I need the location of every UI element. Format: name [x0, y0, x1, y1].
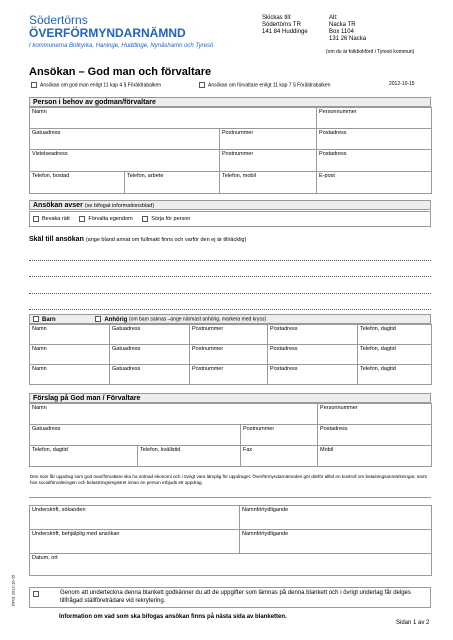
field-relative-name[interactable]: Namn [30, 365, 110, 385]
section-reason-note: (ange bland annat om fullmakt finns och varför den ej är tillräcklig) [85, 237, 247, 243]
proposal-table [29, 403, 432, 467]
field-relative-zip[interactable]: Postnummer [190, 325, 268, 345]
field-person-stay-zip[interactable]: Postnummer [220, 150, 317, 172]
section-reason-heading [29, 235, 431, 245]
field-proposal-street[interactable]: Gatuadress [30, 425, 241, 446]
relatives-barn-option[interactable] [33, 317, 56, 323]
field-relative-street[interactable]: Gatuadress [110, 325, 190, 345]
proposal-note: Den som får uppdrag som god man/förvaltare ska ha ordnad ekonomi och i övrigt vara lämplig för uppdraget. Överförmyndarnämnden gör därför alltid en kontroll om betalningsanmärkningar, samt hos socialförvaltningen och belastningsregistret innan en person erbjuds ett uppdrag. [30, 474, 427, 485]
section-person-heading [29, 97, 431, 107]
avser-option-bevaka-label: Bevaka rätt [42, 216, 70, 222]
field-relative-street[interactable]: Gatuadress [110, 345, 190, 365]
relatives-barn-label: Barn [42, 316, 56, 323]
table-row [30, 365, 432, 385]
field-person-name[interactable]: Namn [30, 108, 317, 129]
field-proposal-fax[interactable]: Fax [241, 446, 318, 467]
avser-option-bevaka[interactable] [33, 216, 70, 222]
alt-line: Box 1104 [329, 29, 354, 35]
field-proposal-mobile[interactable]: Mobil [318, 446, 432, 467]
field-person-email[interactable]: E-post [317, 172, 432, 194]
form-code: ÖF01 2012-10-15 [10, 574, 16, 607]
field-signature-helper[interactable]: Underskrift, behjälplig med ansökan [30, 530, 240, 554]
alt-note: (om du är folkbokförd i Tyresö kommun) [326, 49, 415, 55]
page-title: Ansökan – God man och förvaltare [29, 66, 212, 78]
consent-text: Genom att underteckna denna blankett godkänner du att de uppgifter som lämnas på denna blankett och i övrigt underlag får delges tillfrågad ställföreträdare vid rekrytering. [60, 590, 411, 604]
field-proposal-ssn[interactable]: Personnummer [318, 404, 432, 425]
checkbox-sorja[interactable] [142, 216, 148, 222]
field-person-street[interactable]: Gatuadress [30, 129, 220, 150]
table-row [30, 325, 432, 345]
field-relative-name[interactable]: Namn [30, 325, 110, 345]
field-person-phone-home[interactable]: Telefon, bostad [30, 172, 125, 194]
field-proposal-phone-day[interactable]: Telefon, dagtid [30, 446, 138, 467]
checkbox-bevaka[interactable] [33, 216, 39, 222]
checkbox-anhorig[interactable] [95, 316, 101, 322]
signature-table [29, 505, 432, 576]
alt-line: Nacka TR [329, 22, 356, 28]
send-to-label: Skickas till: [262, 15, 292, 21]
field-date-place[interactable]: Datum, ort [30, 554, 432, 576]
relatives-anhorig-note: (om barn saknas –ange närmast anhörig, markera med kryss) [129, 316, 267, 323]
reason-line[interactable] [29, 293, 431, 294]
field-relative-city[interactable]: Postadress [268, 365, 358, 385]
table-row [30, 345, 432, 365]
option-god-man-label: Ansökan om god man enligt 11 kap 4 § Föräldrabalken [40, 82, 162, 89]
field-person-stay-address[interactable]: Vistelseadress [30, 150, 220, 172]
section-proposal-title: Förslag på God man / Förvaltare [33, 395, 141, 402]
section-avser-heading [29, 200, 431, 210]
consent-box [29, 587, 431, 608]
section-avser-note: (se bifogat informationsblad) [84, 203, 155, 209]
field-relative-zip[interactable]: Postnummer [190, 345, 268, 365]
checkbox-consent[interactable] [33, 591, 39, 597]
send-to-block [262, 15, 308, 36]
checkbox-god-man[interactable] [31, 82, 37, 88]
field-signature-applicant[interactable]: Underskrift, sökanden [30, 506, 240, 530]
field-person-zip[interactable]: Postnummer [220, 129, 317, 150]
field-proposal-name[interactable]: Namn [30, 404, 318, 425]
field-relative-phone[interactable]: Telefon, dagtid [358, 325, 432, 345]
relatives-table [29, 324, 432, 385]
alt-address-block [329, 15, 366, 43]
field-relative-name[interactable]: Namn [30, 345, 110, 365]
reason-line[interactable] [29, 309, 431, 310]
form-date: 2012-10-15 [389, 81, 415, 87]
field-proposal-zip[interactable]: Postnummer [241, 425, 318, 446]
field-relative-city[interactable]: Postadress [268, 345, 358, 365]
field-proposal-phone-evening[interactable]: Telefon, kvällstid [138, 446, 241, 467]
page-number: Sidan 1 av 2 [396, 620, 430, 626]
field-person-phone-mobile[interactable]: Telefon, mobil [220, 172, 317, 194]
relatives-anhorig-option[interactable] [95, 317, 127, 323]
avser-option-forvalta-label: Förvalta egendom [88, 216, 133, 222]
person-table [29, 107, 432, 194]
field-relative-street[interactable]: Gatuadress [110, 365, 190, 385]
avser-option-sorja[interactable] [142, 216, 190, 222]
field-proposal-city[interactable]: Postadress [318, 425, 432, 446]
avser-options [29, 211, 431, 227]
avser-option-forvalta[interactable] [79, 216, 132, 222]
option-god-man[interactable] [31, 82, 161, 88]
alt-line: 131 26 Nacka [329, 36, 367, 42]
field-relative-phone[interactable]: Telefon, dagtid [358, 365, 432, 385]
field-relative-zip[interactable]: Postnummer [190, 365, 268, 385]
send-to-line: Södertörns TR [262, 22, 301, 28]
reason-line[interactable] [29, 276, 431, 277]
reason-line[interactable] [29, 260, 431, 261]
field-relative-city[interactable]: Postadress [268, 325, 358, 345]
section-person-title: Person i behov av godman/förvaltare [33, 99, 156, 106]
checkbox-forvalta[interactable] [79, 216, 85, 222]
section-proposal-heading [29, 393, 431, 403]
send-to-line: 141 84 Huddinge [262, 29, 308, 35]
org-title: ÖVERFÖRMYNDARNÄMND [29, 26, 186, 40]
field-relative-phone[interactable]: Telefon, dagtid [358, 345, 432, 365]
checkbox-barn[interactable] [33, 316, 39, 322]
divider [29, 497, 431, 498]
option-forvaltare[interactable] [199, 82, 330, 88]
field-person-ssn[interactable]: Personnummer [317, 108, 432, 129]
org-municipalities: I kommunerna Botkyrka, Haninge, Huddinge, Nynäshamn och Tyresö [29, 43, 214, 49]
field-person-city[interactable]: Postadress [317, 129, 432, 150]
alt-label: Alt: [329, 15, 338, 21]
avser-option-sorja-label: Sörja för person [151, 216, 191, 222]
field-person-phone-work[interactable]: Telefon, arbete [125, 172, 220, 194]
field-person-stay-city[interactable]: Postadress [317, 150, 432, 172]
relatives-type-row [29, 314, 431, 324]
section-reason-title: Skäl till ansökan [29, 236, 84, 243]
field-name-clarification[interactable]: Namnförtydligande [240, 506, 432, 530]
option-forvaltare-label: Ansökan om förvaltare enligt 11 kap 7 § Föräldrabalken [208, 82, 331, 89]
attachments-info: Information om vad som ska bifogas ansökan finns på nästa sida av blanketten. [59, 614, 287, 620]
relatives-anhorig-label: Anhörig [104, 316, 128, 323]
field-name-clarification-helper[interactable]: Namnförtydligande [240, 530, 432, 554]
org-name: Södertörns [29, 13, 88, 27]
section-avser-title: Ansökan avser [33, 202, 83, 209]
checkbox-forvaltare[interactable] [199, 82, 205, 88]
